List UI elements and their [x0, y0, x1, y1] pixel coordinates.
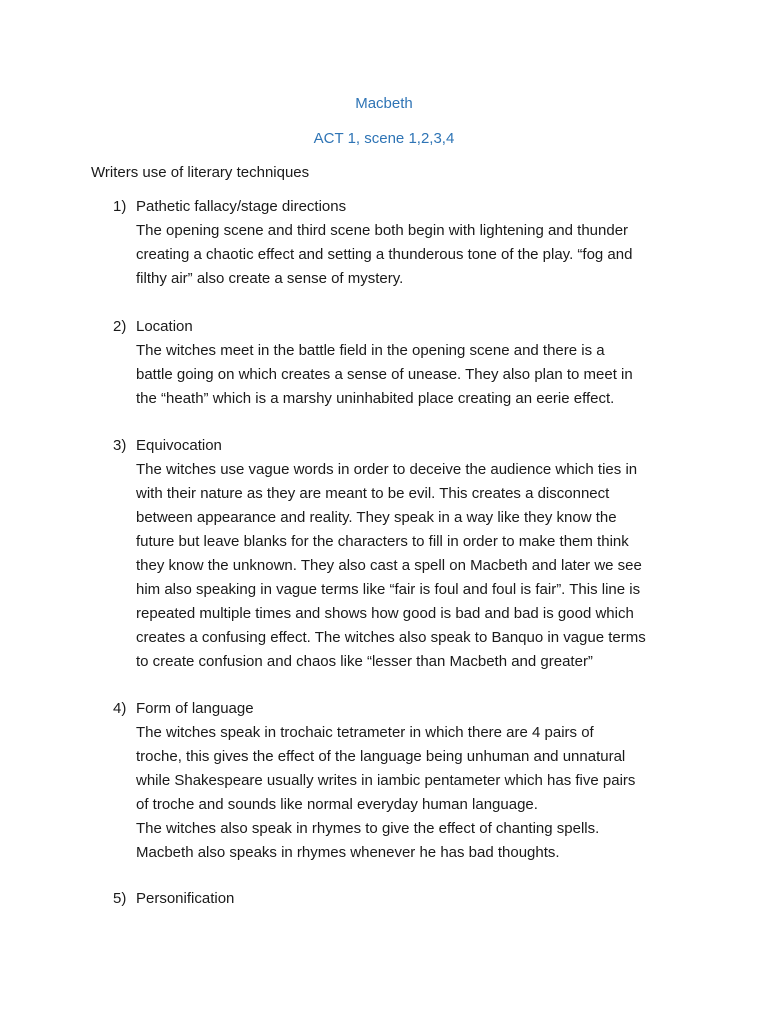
list-item-paragraph [136, 339, 693, 411]
list-item-number: 2) [113, 318, 127, 335]
paragraph-line: The witches speak in trochaic tetrameter in which there are 4 pairs of [136, 724, 594, 741]
paragraph-line: him also speaking in vague terms like “fair is foul and foul is fair”. This line is [136, 581, 641, 598]
paragraph-line: troche, this gives the effect of the language being unhuman and unnatural [136, 748, 626, 765]
paragraph-line: to create confusion and chaos like “lesser than Macbeth and greater” [136, 653, 593, 670]
paragraph-line: with their nature as they are meant to be evil. This creates a disconnect [136, 485, 610, 502]
list-item-content [136, 195, 693, 291]
paragraph-line: of troche and sounds like normal everyday human language. [136, 796, 538, 813]
list-item [113, 195, 693, 291]
list-item-paragraph [136, 458, 693, 674]
list-item [113, 315, 693, 411]
list-item-heading: Form of language [136, 700, 254, 717]
paragraph-line: filthy air” also create a sense of mystery. [136, 270, 404, 287]
list-item [113, 887, 693, 911]
list-item-heading: Equivocation [136, 437, 222, 454]
list-item-content [136, 434, 693, 674]
paragraph-line: between appearance and reality. They speak in a way like they know the [136, 509, 617, 526]
list-item-paragraph [136, 721, 693, 865]
paragraph-line: they know the unknown. They also cast a spell on Macbeth and later we see [136, 557, 642, 574]
list-item-number: 4) [113, 700, 127, 717]
list-item-heading: Location [136, 318, 193, 335]
list-item-content [136, 697, 693, 865]
list-item-heading: Personification [136, 890, 235, 907]
list-item-content [136, 315, 693, 411]
list-item-content [136, 887, 693, 911]
list-item [113, 697, 693, 865]
paragraph-line: The witches meet in the battle field in the opening scene and there is a [136, 342, 605, 359]
paragraph-line: The opening scene and third scene both begin with lightening and thunder [136, 222, 629, 239]
paragraph-line: creates a confusing effect. The witches also speak to Banquo in vague terms [136, 629, 646, 646]
document-subtitle: ACT 1, scene 1,2,3,4 [313, 130, 455, 147]
list-item-heading: Pathetic fallacy/stage directions [136, 198, 347, 215]
paragraph-line: The witches use vague words in order to deceive the audience which ties in [136, 461, 638, 478]
list-item [113, 434, 693, 674]
paragraph-line: while Shakespeare usually writes in iambic pentameter which has five pairs [136, 772, 636, 789]
paragraph-line: the “heath” which is a marshy uninhabited place creating an eerie effect. [136, 390, 615, 407]
list-item-number: 5) [113, 890, 127, 907]
paragraph-line: The witches also speak in rhymes to give the effect of chanting spells. [136, 820, 600, 837]
list-item-paragraph [136, 219, 693, 291]
intro-text: Writers use of literary techniques [91, 164, 310, 181]
paragraph-line: future but leave blanks for the characters to fill in order to make them think [136, 533, 629, 550]
list-item-number: 1) [113, 198, 127, 215]
paragraph-line: repeated multiple times and shows how good is bad and bad is good which [136, 605, 634, 622]
document-title: Macbeth [355, 95, 413, 112]
paragraph-line: battle going on which creates a sense of unease. They also plan to meet in [136, 366, 633, 383]
list-item-number: 3) [113, 437, 127, 454]
paragraph-line: Macbeth also speaks in rhymes whenever he has bad thoughts. [136, 844, 560, 861]
paragraph-line: creating a chaotic effect and setting a thunderous tone of the play. “fog and [136, 246, 633, 263]
